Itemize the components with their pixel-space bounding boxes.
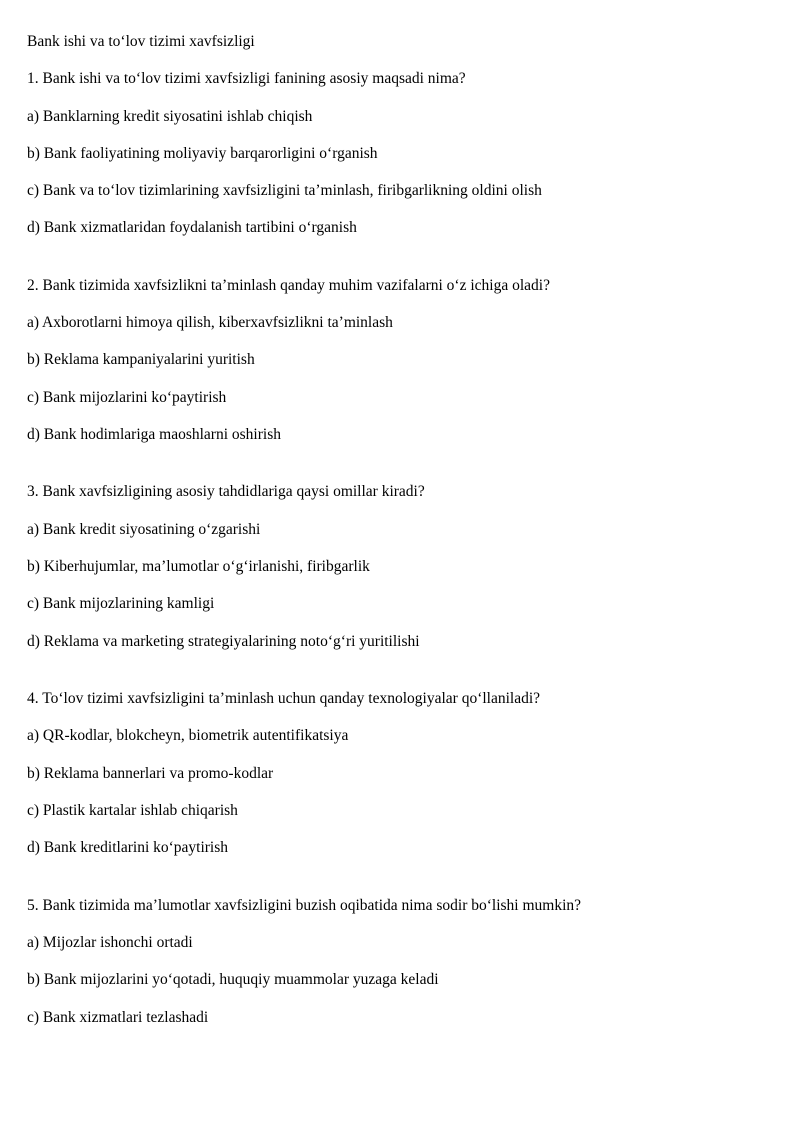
question-text: 2. Bank tizimida xavfsizlikni ta’minlash qanday muhim vazifalarni o‘z ichiga oladi? xyxy=(27,276,550,294)
answer-option-b: b) Bank mijozlarini yo‘qotadi, huquqiy muammolar yuzaga keladi xyxy=(27,971,439,989)
answer-option-c: c) Bank va to‘lov tizimlarining xavfsizligini ta’minlash, firibgarlikning oldini olish xyxy=(27,182,542,200)
question-text: 5. Bank tizimida ma’lumotlar xavfsizligini buzish oqibatida nima sodir bo‘lishi mumkin? xyxy=(27,896,582,914)
answer-option-a: a) Axborotlarni himoya qilish, kiberxavfsizlikni ta’minlash xyxy=(27,314,393,332)
answer-option-b: b) Bank faoliyatining moliyaviy barqarorligini o‘rganish xyxy=(27,144,378,162)
answer-option-d: d) Reklama va marketing strategiyalarining noto‘g‘ri yuritilishi xyxy=(27,632,420,650)
answer-option-c: c) Bank mijozlarini ko‘paytirish xyxy=(27,388,227,406)
question-text: 3. Bank xavfsizligining asosiy tahdidlariga qaysi omillar kiradi? xyxy=(27,483,425,501)
answer-option-d: d) Bank xizmatlaridan foydalanish tartibini o‘rganish xyxy=(27,219,357,237)
document-page xyxy=(27,32,777,1045)
answer-option-d: d) Bank kreditlarini ko‘paytirish xyxy=(27,839,229,857)
answer-option-b: b) Reklama kampaniyalarini yuritish xyxy=(27,351,255,369)
document-title: Bank ishi va to‘lov tizimi xavfsizligi xyxy=(27,33,255,50)
question-block-2 xyxy=(27,276,777,445)
answer-option-a: a) Banklarning kredit siyosatini ishlab chiqish xyxy=(27,107,313,125)
answer-option-b: b) Kiberhujumlar, ma’lumotlar o‘g‘irlanishi, firibgarlik xyxy=(27,558,370,576)
question-block-5 xyxy=(27,896,777,1028)
question-block-4 xyxy=(27,689,777,858)
answer-option-b: b) Reklama bannerlari va promo-kodlar xyxy=(27,764,274,782)
question-block-3 xyxy=(27,482,777,651)
answer-option-a: a) Mijozlar ishonchi ortadi xyxy=(27,933,193,951)
question-block-1 xyxy=(27,69,777,238)
answer-option-a: a) Bank kredit siyosatining o‘zgarishi xyxy=(27,520,261,538)
answer-option-a: a) QR-kodlar, blokcheyn, biometrik autentifikatsiya xyxy=(27,727,349,745)
answer-option-c: c) Bank xizmatlari tezlashadi xyxy=(27,1008,209,1026)
answer-option-c: c) Plastik kartalar ishlab chiqarish xyxy=(27,801,238,819)
question-text: 4. To‘lov tizimi xavfsizligini ta’minlash uchun qanday texnologiyalar qo‘llaniladi? xyxy=(27,690,541,708)
question-text: 1. Bank ishi va to‘lov tizimi xavfsizligi fanining asosiy maqsadi nima? xyxy=(27,70,466,88)
answer-option-c: c) Bank mijozlarining kamligi xyxy=(27,595,215,613)
answer-option-d: d) Bank hodimlariga maoshlarni oshirish xyxy=(27,426,281,444)
